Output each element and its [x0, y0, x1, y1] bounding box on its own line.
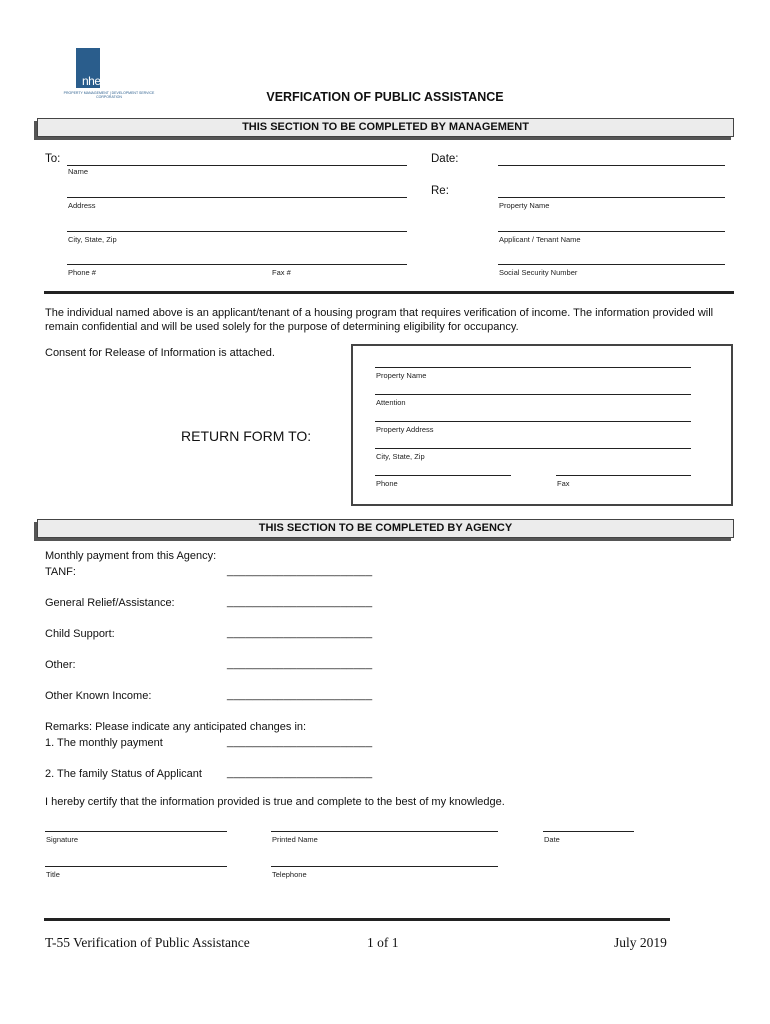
monthly-payment-label: Monthly payment from this Agency:	[45, 550, 217, 562]
city-state-zip-field[interactable]	[67, 231, 407, 232]
footer-rule	[44, 918, 670, 921]
footer-page-number: 1 of 1	[367, 935, 399, 950]
monthly-payment-change-field[interactable]: _______________________	[227, 736, 373, 748]
remarks-label: Remarks: Please indicate any anticipated changes in:	[45, 721, 307, 733]
family-status-label: 2. The family Status of Applicant	[45, 768, 202, 780]
general-relief-label: General Relief/Assistance:	[45, 597, 175, 609]
certify-statement: I hereby certify that the information provided is true and complete to the best of my knowledge.	[45, 796, 505, 808]
other-label: Other:	[45, 659, 76, 671]
agency-section-header: THIS SECTION TO BE COMPLETED BY AGENCY	[37, 519, 734, 538]
return-property-name-field[interactable]	[375, 367, 691, 368]
printed-name-caption: Printed Name	[272, 835, 318, 844]
telephone-caption: Telephone	[272, 870, 307, 879]
address-field[interactable]	[67, 197, 407, 198]
logo-tagline: PROPERTY MANAGEMENT | DEVELOPMENT SERVICE CORPORATION	[63, 91, 155, 99]
signature-date-field[interactable]	[543, 831, 634, 832]
return-fax-field[interactable]	[556, 475, 691, 476]
city-state-zip-caption: City, State, Zip	[68, 235, 117, 244]
to-label: To:	[45, 153, 61, 165]
return-attention-caption: Attention	[376, 398, 406, 407]
return-phone-field[interactable]	[375, 475, 511, 476]
signature-caption: Signature	[46, 835, 79, 844]
intro-paragraph: The individual named above is an applicant/tenant of a housing program that requires verification of income. The information provided will remain confidential and will be used solely for the purpose of determining eligibility for occupancy.	[45, 307, 714, 333]
return-attention-field[interactable]	[375, 394, 691, 395]
printed-name-field[interactable]	[271, 831, 498, 832]
other-field[interactable]: _______________________	[227, 658, 373, 670]
ssn-caption: Social Security Number	[499, 268, 578, 277]
to-name-field[interactable]	[67, 165, 407, 166]
return-city-caption: City, State, Zip	[376, 452, 425, 461]
management-section-header: THIS SECTION TO BE COMPLETED BY MANAGEMENT	[37, 118, 734, 137]
return-fax-caption: Fax	[557, 479, 570, 488]
re-label: Re:	[431, 185, 449, 197]
date-field[interactable]	[498, 165, 725, 166]
footer-form-name: T-55 Verification of Public Assistance	[45, 935, 250, 950]
child-support-field[interactable]: _______________________	[227, 627, 373, 639]
general-relief-field[interactable]: _______________________	[227, 596, 373, 608]
return-city-field[interactable]	[375, 448, 691, 449]
phone-caption: Phone #	[68, 268, 96, 277]
other-income-field[interactable]: _______________________	[227, 689, 373, 701]
title-caption: Title	[46, 870, 60, 879]
title-field[interactable]	[45, 866, 227, 867]
ssn-field[interactable]	[498, 264, 725, 265]
fax-caption: Fax #	[272, 268, 291, 277]
other-income-label: Other Known Income:	[45, 690, 152, 702]
document-title: VERFICATION OF PUBLIC ASSISTANCE	[266, 90, 504, 104]
address-caption: Address	[68, 201, 96, 210]
return-phone-caption: Phone	[376, 479, 398, 488]
name-caption: Name	[68, 167, 89, 176]
phone-fax-field[interactable]	[67, 264, 407, 265]
applicant-name-caption: Applicant / Tenant Name	[499, 235, 581, 244]
logo-text: nhe	[82, 74, 101, 88]
logo-mark	[76, 48, 100, 88]
return-form-label: RETURN FORM TO:	[181, 428, 312, 444]
signature-field[interactable]	[45, 831, 227, 832]
tanf-field[interactable]: _______________________	[227, 565, 373, 577]
family-status-field[interactable]: _______________________	[227, 767, 373, 779]
applicant-name-field[interactable]	[498, 231, 725, 232]
return-property-name-caption: Property Name	[376, 371, 427, 380]
tanf-label: TANF:	[45, 566, 76, 578]
date-label: Date:	[431, 153, 459, 165]
consent-text: Consent for Release of Information is attached.	[45, 347, 275, 359]
signature-date-caption: Date	[544, 835, 560, 844]
return-address-field[interactable]	[375, 421, 691, 422]
section-divider	[44, 291, 734, 294]
monthly-payment-change-label: 1. The monthly payment	[45, 737, 163, 749]
child-support-label: Child Support:	[45, 628, 115, 640]
property-name-caption: Property Name	[499, 201, 550, 210]
footer-date: July 2019	[614, 935, 667, 950]
property-name-field[interactable]	[498, 197, 725, 198]
telephone-field[interactable]	[271, 866, 498, 867]
return-address-caption: Property Address	[376, 425, 434, 434]
